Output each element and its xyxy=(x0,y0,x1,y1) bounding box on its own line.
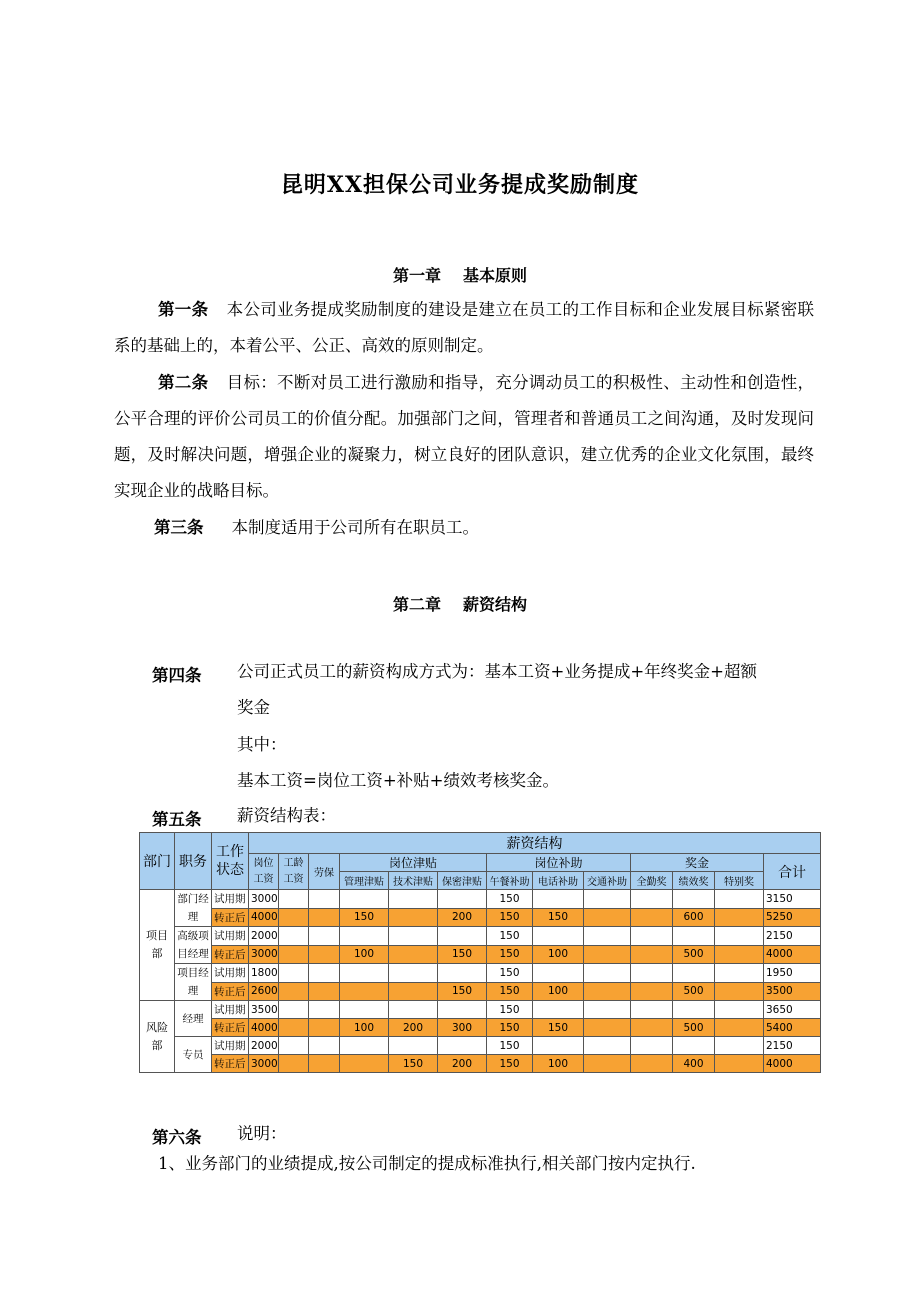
status-cell: 转正后 xyxy=(212,1019,249,1037)
table-cell xyxy=(715,945,764,964)
chapter-1-label: 第一章 xyxy=(392,266,441,285)
table-cell: 150 xyxy=(487,945,533,964)
status-cell: 试用期 xyxy=(212,890,249,909)
table-cell xyxy=(340,1055,389,1073)
table-cell: 4000 xyxy=(764,1055,821,1073)
table-cell: 150 xyxy=(487,982,533,1001)
table-cell xyxy=(279,945,309,964)
table-cell: 150 xyxy=(487,890,533,909)
table-cell: 100 xyxy=(340,945,389,964)
header-confidential-allowance: 保密津贴 xyxy=(438,872,487,890)
header-management-allowance: 管理津贴 xyxy=(340,872,389,890)
table-cell: 100 xyxy=(340,1019,389,1037)
table-cell: 150 xyxy=(533,908,584,927)
table-cell: 2150 xyxy=(764,927,821,946)
table-cell xyxy=(631,945,673,964)
status-cell: 试用期 xyxy=(212,927,249,946)
header-technical-allowance: 技术津贴 xyxy=(389,872,438,890)
table-cell xyxy=(389,890,438,909)
table-row xyxy=(140,890,821,909)
table-cell: 150 xyxy=(487,927,533,946)
table-cell xyxy=(715,1019,764,1037)
position-cell: 经理 xyxy=(175,1001,212,1037)
article-1-text: 本公司业务提成奖励制度的建设是建立在员工的工作目标和企业发展目标紧密联系的基础上的，本着公平、公正、高效的原则制定。 xyxy=(114,300,815,355)
table-cell xyxy=(715,1001,764,1019)
table-cell: 3150 xyxy=(764,890,821,909)
table-cell xyxy=(279,908,309,927)
table-cell xyxy=(673,964,715,983)
table-cell: 1950 xyxy=(764,964,821,983)
table-cell xyxy=(715,964,764,983)
header-post-wage: 岗位工资 xyxy=(249,854,279,890)
table-cell xyxy=(584,908,631,927)
article-3-label: 第三条 xyxy=(154,518,204,537)
table-cell xyxy=(389,908,438,927)
article-2-text: 目标：不断对员工进行激励和指导，充分调动员工的积极性、主动性和创造性，公平合理的评价公司员工的价值分配。加强部门之间，管理者和普通员工之间沟通，及时发现问题，及时解决问题，增强企业的凝聚力，树立良好的团队意识，建立优秀的企业文化氛围，最终实现企业的战略目标。 xyxy=(114,373,815,500)
table-cell xyxy=(673,927,715,946)
article-4-label: 第四条 xyxy=(152,666,202,685)
table-cell xyxy=(279,1055,309,1073)
table-cell xyxy=(584,1037,631,1055)
table-cell xyxy=(279,890,309,909)
table-row xyxy=(140,945,821,964)
table-cell xyxy=(533,964,584,983)
status-cell: 转正后 xyxy=(212,908,249,927)
table-cell xyxy=(631,1019,673,1037)
table-cell: 500 xyxy=(673,945,715,964)
header-bonus: 奖金 xyxy=(631,854,764,872)
document-title: 昆明XX担保公司业务提成奖励制度 xyxy=(280,172,640,198)
table-cell xyxy=(309,927,340,946)
table-cell xyxy=(533,890,584,909)
article-4-line-3: 其中： xyxy=(237,735,287,754)
header-salary-structure: 薪资结构 xyxy=(249,833,821,854)
table-cell xyxy=(715,1037,764,1055)
table-cell xyxy=(309,964,340,983)
table-cell: 2000 xyxy=(249,1037,279,1055)
header-performance-bonus: 绩效奖 xyxy=(673,872,715,890)
table-cell: 400 xyxy=(673,1055,715,1073)
table-cell xyxy=(309,1055,340,1073)
table-cell xyxy=(340,964,389,983)
position-cell: 专员 xyxy=(175,1037,212,1073)
table-cell xyxy=(715,982,764,1001)
table-cell xyxy=(340,927,389,946)
table-cell xyxy=(584,1001,631,1019)
table-cell: 1800 xyxy=(249,964,279,983)
article-4-line-2: 奖金 xyxy=(237,698,270,717)
table-cell: 100 xyxy=(533,945,584,964)
article-6-text: 说明： xyxy=(237,1124,287,1143)
table-cell: 5250 xyxy=(764,908,821,927)
table-cell xyxy=(584,890,631,909)
table-cell: 3000 xyxy=(249,945,279,964)
table-cell xyxy=(584,1019,631,1037)
table-cell xyxy=(279,927,309,946)
table-cell xyxy=(438,1001,487,1019)
status-cell: 转正后 xyxy=(212,945,249,964)
table-cell: 4000 xyxy=(249,1019,279,1037)
article-1 xyxy=(114,292,814,364)
header-lunch-subsidy: 午餐补助 xyxy=(487,872,533,890)
status-cell: 试用期 xyxy=(212,1037,249,1055)
header-position: 职务 xyxy=(175,833,212,890)
table-cell xyxy=(389,982,438,1001)
chapter-1-name: 基本原则 xyxy=(463,266,528,285)
table-cell xyxy=(631,890,673,909)
table-cell xyxy=(389,1037,438,1055)
header-special-bonus: 特别奖 xyxy=(715,872,764,890)
table-row xyxy=(140,927,821,946)
table-cell xyxy=(389,1001,438,1019)
table-cell xyxy=(584,927,631,946)
table-cell: 500 xyxy=(673,1019,715,1037)
table-cell xyxy=(631,908,673,927)
table-cell xyxy=(584,964,631,983)
article-1-label: 第一条 xyxy=(158,300,209,319)
table-cell: 3500 xyxy=(764,982,821,1001)
table-cell xyxy=(279,1001,309,1019)
table-cell xyxy=(309,908,340,927)
article-6-label: 第六条 xyxy=(152,1128,202,1147)
table-cell xyxy=(279,982,309,1001)
table-cell: 3650 xyxy=(764,1001,821,1019)
table-cell xyxy=(340,1037,389,1055)
table-cell xyxy=(715,890,764,909)
note-1: 1、业务部门的业绩提成,按公司制定的提成标准执行,相关部门按内定执行. xyxy=(158,1154,696,1173)
table-cell xyxy=(279,964,309,983)
table-cell: 3000 xyxy=(249,1055,279,1073)
article-3 xyxy=(114,510,814,546)
table-row xyxy=(140,1055,821,1073)
table-cell xyxy=(533,927,584,946)
table-cell: 200 xyxy=(438,1055,487,1073)
article-4-line-4: 基本工资=岗位工资+补贴+绩效考核奖金。 xyxy=(237,771,559,790)
article-2-label: 第二条 xyxy=(158,373,209,392)
article-5-label: 第五条 xyxy=(152,810,202,829)
table-cell xyxy=(279,1019,309,1037)
article-2 xyxy=(114,365,814,509)
table-cell xyxy=(309,890,340,909)
dept-cell: 风险部 xyxy=(140,1001,175,1073)
table-cell xyxy=(715,1055,764,1073)
table-cell xyxy=(631,927,673,946)
table-cell xyxy=(309,1019,340,1037)
header-post-allowance: 岗位津贴 xyxy=(340,854,487,872)
chapter-2-label: 第二章 xyxy=(392,595,441,614)
chapter-2-heading xyxy=(0,592,920,615)
table-cell xyxy=(340,1001,389,1019)
table-cell xyxy=(631,1055,673,1073)
table-cell: 150 xyxy=(487,1019,533,1037)
header-total: 合计 xyxy=(764,854,821,890)
table-cell xyxy=(340,982,389,1001)
table-cell xyxy=(631,1037,673,1055)
header-dept: 部门 xyxy=(140,833,175,890)
table-cell xyxy=(389,964,438,983)
table-cell xyxy=(438,927,487,946)
table-cell xyxy=(309,1037,340,1055)
table-cell xyxy=(533,1001,584,1019)
table-row xyxy=(140,908,821,927)
table-cell xyxy=(309,945,340,964)
table-cell xyxy=(715,927,764,946)
article-4-line-1: 公司正式员工的薪资构成方式为：基本工资+业务提成+年终奖金+超额 xyxy=(237,662,757,681)
table-cell: 150 xyxy=(487,1037,533,1055)
table-cell xyxy=(279,1037,309,1055)
table-cell: 4000 xyxy=(249,908,279,927)
table-cell: 200 xyxy=(389,1019,438,1037)
table-cell xyxy=(631,964,673,983)
table-cell xyxy=(631,1001,673,1019)
table-cell: 150 xyxy=(487,908,533,927)
status-cell: 转正后 xyxy=(212,982,249,1001)
status-cell: 试用期 xyxy=(212,1001,249,1019)
header-post-subsidy: 岗位补助 xyxy=(487,854,631,872)
table-cell xyxy=(584,945,631,964)
table-cell xyxy=(438,890,487,909)
table-cell xyxy=(584,1055,631,1073)
table-cell xyxy=(309,982,340,1001)
table-cell: 150 xyxy=(487,1055,533,1073)
table-cell xyxy=(631,982,673,1001)
table-cell: 4000 xyxy=(764,945,821,964)
table-cell: 150 xyxy=(438,945,487,964)
header-labor-insurance: 劳保 xyxy=(309,854,340,890)
table-cell: 100 xyxy=(533,1055,584,1073)
header-seniority-wage: 工龄工资 xyxy=(279,854,309,890)
table-cell: 150 xyxy=(533,1019,584,1037)
chapter-2-name: 薪资结构 xyxy=(463,595,528,614)
header-status: 工作状态 xyxy=(212,833,249,890)
table-cell: 3500 xyxy=(249,1001,279,1019)
table-cell xyxy=(389,927,438,946)
table-cell: 100 xyxy=(533,982,584,1001)
table-row xyxy=(140,1037,821,1055)
table-cell: 150 xyxy=(487,1001,533,1019)
status-cell: 试用期 xyxy=(212,964,249,983)
table-row xyxy=(140,982,821,1001)
table-cell xyxy=(389,945,438,964)
status-cell: 转正后 xyxy=(212,1055,249,1073)
chapter-1-heading xyxy=(0,263,920,286)
table-cell: 2600 xyxy=(249,982,279,1001)
table-cell xyxy=(584,982,631,1001)
table-cell: 2150 xyxy=(764,1037,821,1055)
table-cell: 150 xyxy=(340,908,389,927)
dept-cell: 项目部 xyxy=(140,890,175,1001)
position-cell: 部门经理 xyxy=(175,890,212,927)
table-cell: 150 xyxy=(487,964,533,983)
header-transport-subsidy: 交通补助 xyxy=(584,872,631,890)
table-cell: 300 xyxy=(438,1019,487,1037)
table-cell xyxy=(340,890,389,909)
table-cell: 3000 xyxy=(249,890,279,909)
table-cell xyxy=(309,1001,340,1019)
table-cell xyxy=(438,1037,487,1055)
table-row xyxy=(140,1001,821,1019)
table-row xyxy=(140,1019,821,1037)
position-cell: 高级项目经理 xyxy=(175,927,212,964)
table-cell: 600 xyxy=(673,908,715,927)
table-cell: 2000 xyxy=(249,927,279,946)
table-cell xyxy=(715,908,764,927)
table-cell: 150 xyxy=(389,1055,438,1073)
table-cell: 200 xyxy=(438,908,487,927)
table-cell xyxy=(673,890,715,909)
table-cell xyxy=(438,964,487,983)
salary-structure-table xyxy=(139,832,820,1073)
table-cell: 150 xyxy=(438,982,487,1001)
article-5-text: 薪资结构表： xyxy=(237,806,336,825)
table-cell: 5400 xyxy=(764,1019,821,1037)
table-cell xyxy=(673,1037,715,1055)
table-cell: 500 xyxy=(673,982,715,1001)
article-3-text: 本制度适用于公司所有在职员工。 xyxy=(231,518,479,537)
table-cell xyxy=(673,1001,715,1019)
position-cell: 项目经理 xyxy=(175,964,212,1001)
table-cell xyxy=(533,1037,584,1055)
header-phone-subsidy: 电话补助 xyxy=(533,872,584,890)
header-attendance-bonus: 全勤奖 xyxy=(631,872,673,890)
table-row xyxy=(140,964,821,983)
